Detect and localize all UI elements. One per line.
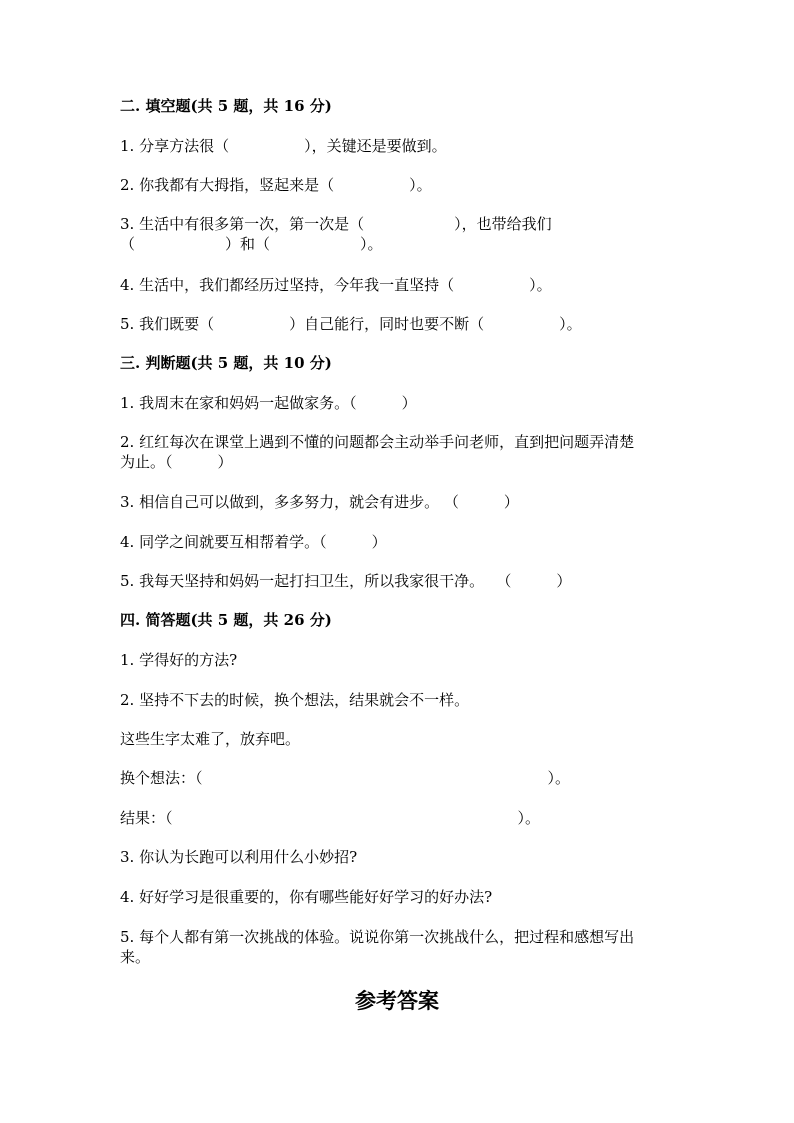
true-false-question-5: 5. 我每天坚持和妈妈一起打扫卫生，所以我家很干净。 （ ）: [120, 572, 572, 590]
section-fill-blank-heading: 二. 填空题(共 5 题，共 16 分): [120, 97, 332, 115]
short-answer-question-5-line-1: 5. 每个人都有第一次挑战的体验。说说你第一次挑战什么，把过程和感想写出: [120, 928, 635, 946]
section-true-false-heading: 三. 判断题(共 5 题，共 10 分): [120, 354, 332, 372]
true-false-question-2-line-1: 2. 红红每次在课堂上遇到不懂的问题都会主动举手问老师，直到把问题弄清楚: [120, 433, 635, 451]
fill-blank-question-1: 1. 分享方法很（ ），关键还是要做到。: [120, 137, 447, 155]
short-answer-question-2: 2. 坚持不下去的时候，换个想法，结果就会不一样。: [120, 691, 470, 709]
true-false-question-2-line-2: 为止。（ ）: [120, 453, 233, 471]
section-short-answer-heading: 四. 简答题(共 5 题，共 26 分): [120, 611, 332, 629]
short-answer-question-2-alt-thinking: 换个想法：（ ）。: [120, 769, 571, 787]
short-answer-question-1: 1. 学得好的方法?: [120, 651, 238, 669]
fill-blank-question-3-line-2: （ ）和（ ）。: [120, 235, 383, 253]
short-answer-question-5-line-2: 来。: [120, 948, 151, 966]
short-answer-question-4: 4. 好好学习是很重要的，你有哪些能好好学习的好办法?: [120, 888, 493, 906]
short-answer-question-2-result: 结果：（ ）。: [120, 809, 541, 827]
fill-blank-question-4: 4. 生活中，我们都经历过坚持，今年我一直坚持（ ）。: [120, 276, 552, 294]
true-false-question-1: 1. 我周末在家和妈妈一起做家务。（ ）: [120, 394, 417, 412]
short-answer-question-2-example: 这些生字太难了，放弃吧。: [120, 730, 301, 748]
fill-blank-question-2: 2. 你我都有大拇指，竖起来是（ ）。: [120, 176, 432, 194]
fill-blank-question-5: 5. 我们既要（ ）自己能行，同时也要不断（ ）。: [120, 315, 582, 333]
true-false-question-3: 3. 相信自己可以做到，多多努力，就会有进步。 （ ）: [120, 493, 519, 511]
true-false-question-4: 4. 同学之间就要互相帮着学。（ ）: [120, 533, 387, 551]
short-answer-question-3: 3. 你认为长跑可以利用什么小妙招?: [120, 848, 358, 866]
fill-blank-question-3-line-1: 3. 生活中有很多第一次，第一次是（ ），也带给我们: [120, 215, 552, 233]
answer-key-title: 参考答案: [355, 988, 439, 1013]
